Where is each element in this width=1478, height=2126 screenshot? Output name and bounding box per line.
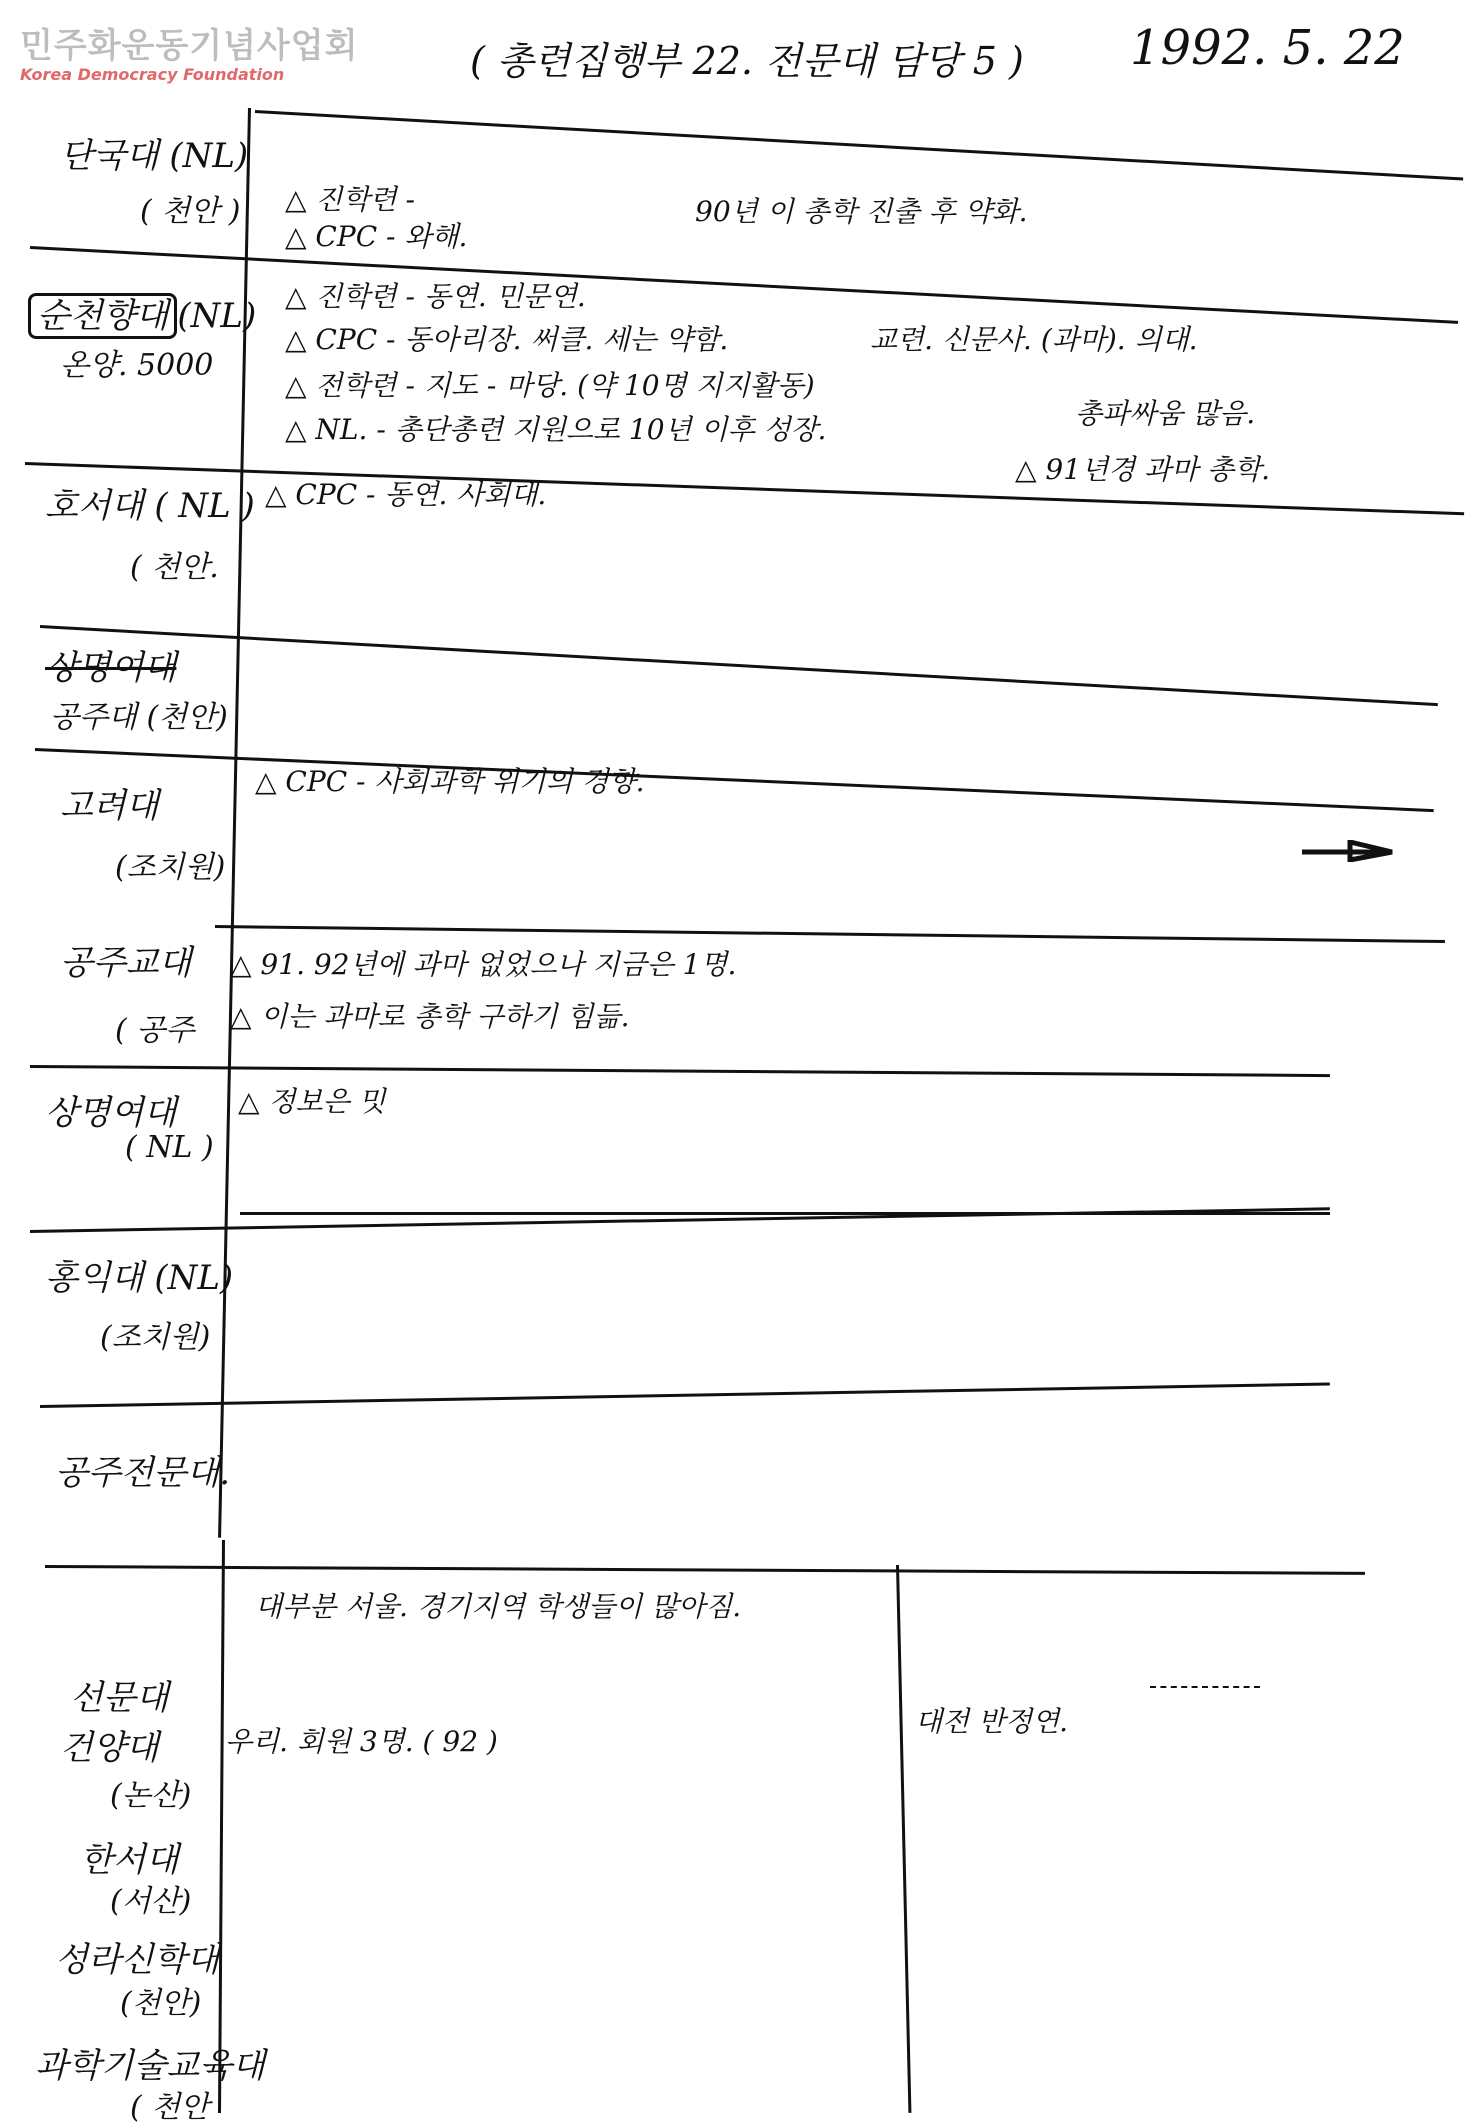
- note-line: △ 진학련 - 동연. 민문연.: [285, 280, 586, 313]
- school-location: ( 천안: [130, 2090, 210, 2125]
- note-line: △ 진학련 -: [285, 183, 415, 216]
- school-name: 공주전문대.: [55, 1453, 231, 1493]
- school-name: 공주대 (천안): [50, 700, 228, 735]
- note-line: △ CPC - 사회과학 위기의 경향.: [255, 765, 645, 798]
- school-location: ( 천안.: [130, 550, 219, 585]
- school-name: 성라신학대: [55, 1940, 220, 1980]
- note-line: △ 전학련 - 지도 - 마당. (약 10명 지지활동): [285, 369, 815, 402]
- note-line: △ 이는 과마로 총학 구하기 힘듦.: [230, 1000, 630, 1033]
- foundation-logo: [20, 18, 358, 84]
- arrow-mark: [1300, 840, 1400, 862]
- bottom-right-divider: [896, 1565, 911, 2113]
- lower-vertical-divider: [218, 1540, 225, 2113]
- school-name: 건양대: [60, 1728, 159, 1768]
- note-line: 총파싸움 많음.: [1075, 397, 1256, 430]
- school-name: 순천향대: [28, 293, 177, 339]
- school-name: 홍익대 (NL): [45, 1258, 234, 1298]
- page-title: ( 총련집행부 22. 전문대 담당 5 ): [470, 39, 1024, 83]
- school-location: (천안): [120, 1986, 202, 2021]
- school-location: (조치원): [100, 1320, 211, 1355]
- bottom-header-note: 대부분 서울. 경기지역 학생들이 많아짐.: [255, 1590, 742, 1623]
- school-name: 단국대 (NL): [60, 136, 249, 176]
- note-line: △ 91. 92년에 과마 없었으나 지금은 1명.: [230, 948, 737, 981]
- logo-english-text: Korea Democracy Foundation: [20, 65, 285, 84]
- dashed-mark: [1150, 1686, 1260, 1688]
- school-name: 선문대: [70, 1678, 169, 1718]
- school-location: ( 천안 ): [140, 194, 241, 229]
- school-name: 한서대: [80, 1840, 179, 1880]
- row-line: [35, 748, 1434, 812]
- school-location: (조치원): [115, 850, 226, 885]
- row-line: [30, 1065, 1330, 1077]
- page-date: 1992. 5. 22: [1130, 20, 1405, 76]
- school-location: 온양. 5000: [60, 348, 214, 383]
- row-line: [40, 625, 1438, 706]
- note-line: 90년 이 총학 진출 후 약화.: [695, 195, 1028, 228]
- row-line: [215, 925, 1445, 943]
- note-line: △ CPC - 동아리장. 써클. 세는 약함.: [285, 323, 729, 356]
- school-location: ( NL ): [125, 1130, 214, 1165]
- note-line: △ 정보은 밋: [238, 1085, 386, 1118]
- logo-korean-text: 민주화운동기념사업회: [20, 26, 359, 66]
- bottom-left-note: 우리. 회원 3명. ( 92 ): [225, 1725, 498, 1758]
- school-name: 고려대: [60, 786, 159, 826]
- row-line: [45, 1565, 1365, 1575]
- school-affiliation: (NL): [177, 296, 257, 336]
- note-line: △ 91년경 과마 총학.: [1015, 453, 1271, 486]
- row-line: [255, 110, 1463, 181]
- school-name: 호서대 ( NL ): [45, 486, 255, 526]
- school-location: (서산): [110, 1884, 192, 1919]
- note-line: △ CPC - 와해.: [285, 220, 468, 253]
- school-name: 과학기술교육대: [35, 2046, 265, 2086]
- row-line: [40, 1382, 1330, 1408]
- note-line: 교련. 신문사. (과마). 의대.: [870, 323, 1198, 356]
- school-location: ( 공주: [115, 1013, 195, 1048]
- school-name: 공주교대: [60, 943, 192, 983]
- school-location: (논산): [110, 1778, 192, 1813]
- note-line: △ NL. - 총단총련 지원으로 10년 이후 성장.: [285, 413, 827, 446]
- note-line: △ CPC - 동연. 사회대.: [265, 478, 547, 511]
- school-name-boxed: [28, 288, 256, 337]
- school-name-struck: 상명여대: [45, 648, 177, 688]
- bottom-right-note: 대전 반정연.: [915, 1705, 1069, 1738]
- school-name: 상명여대: [45, 1093, 177, 1133]
